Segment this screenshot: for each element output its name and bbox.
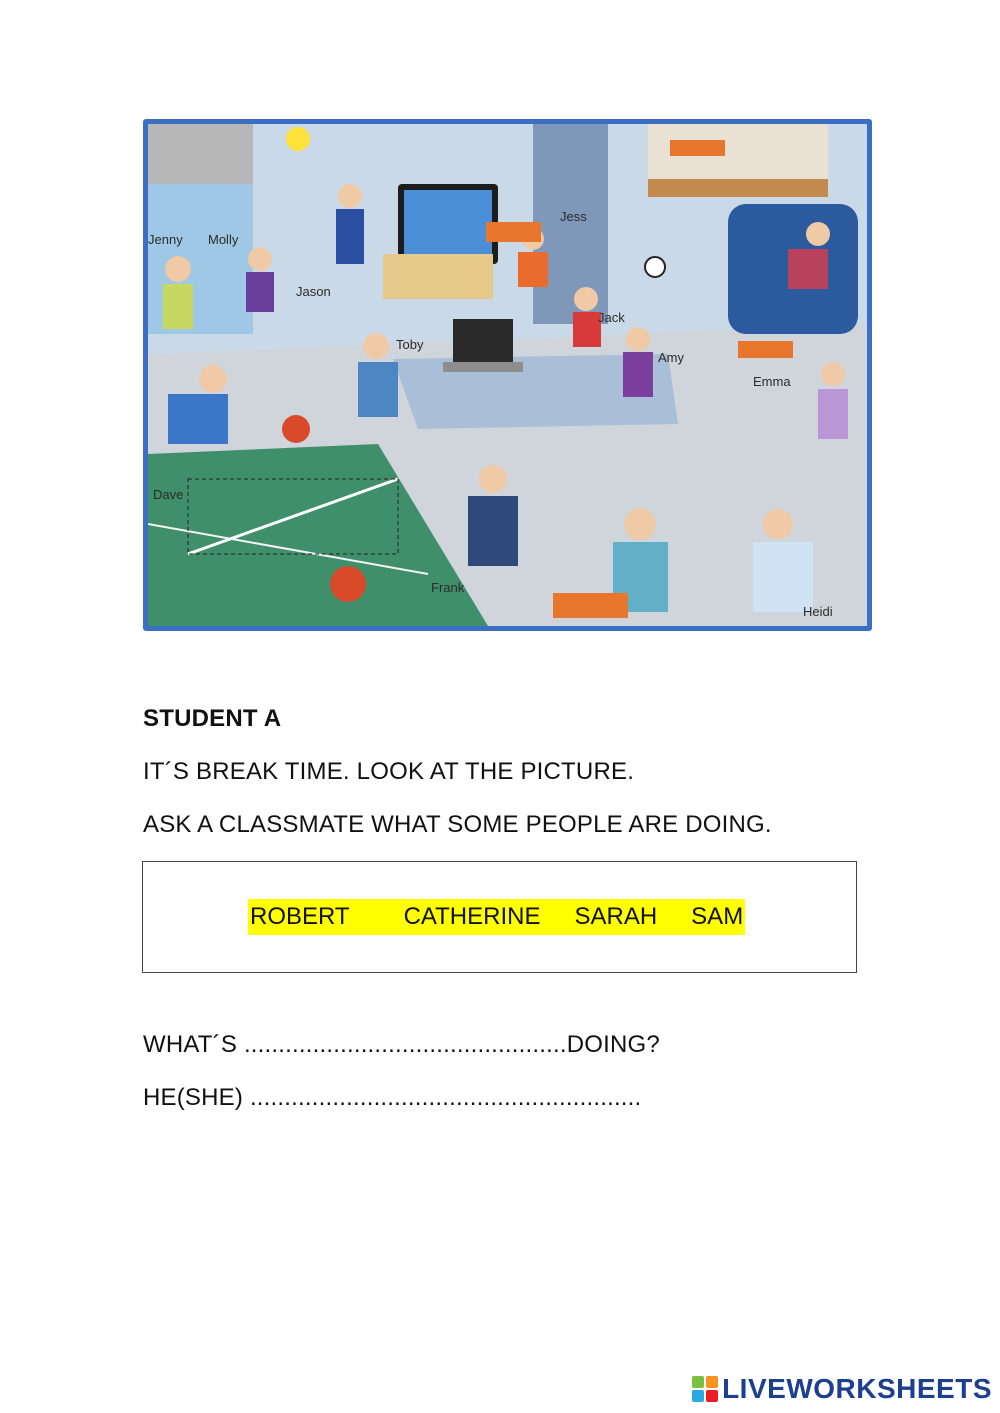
name-item: ROBERT <box>250 903 350 930</box>
page-title: STUDENT A <box>143 705 282 732</box>
name-tag: Heidi <box>803 604 833 619</box>
name-tag: Toby <box>396 337 424 352</box>
name-tag: Jason <box>296 284 331 299</box>
instruction-text: ASK A CLASSMATE WHAT SOME PEOPLE ARE DOING. <box>143 811 772 838</box>
classroom-scene <box>148 124 867 626</box>
name-tag: Molly <box>208 232 239 247</box>
name-tag: Jess <box>560 209 587 224</box>
name-tag: Jack <box>598 310 625 325</box>
logo-icon <box>692 1376 718 1402</box>
answer-blank <box>553 593 628 618</box>
name-tag: Amy <box>658 350 684 365</box>
question-line: WHAT´S ...............................................DOING? <box>143 1031 660 1058</box>
sun-icon <box>286 127 310 151</box>
name-item: CATHERINE <box>403 903 541 930</box>
name-item: SAM <box>691 903 744 930</box>
instruction-text: IT´S BREAK TIME. LOOK AT THE PICTURE. <box>143 758 635 785</box>
name-tag: Emma <box>753 374 791 389</box>
answer-line: HE(SHE) ......................................................... <box>143 1084 642 1111</box>
brand-text: LIVEWORKSHEETS <box>722 1373 992 1404</box>
name-tag: Frank <box>431 580 465 595</box>
name-list-box <box>142 861 857 973</box>
name-tag: Dave <box>153 487 184 502</box>
answer-blank <box>738 341 793 358</box>
answer-blank <box>670 140 725 156</box>
highlighted-names <box>248 899 745 935</box>
soccer-ball-icon <box>645 257 665 277</box>
name-tag: Jenny <box>148 232 183 247</box>
answer-blank <box>486 222 541 242</box>
name-item: SARAH <box>574 903 658 930</box>
classroom-illustration <box>143 119 872 631</box>
liveworksheets-logo <box>692 1373 992 1405</box>
